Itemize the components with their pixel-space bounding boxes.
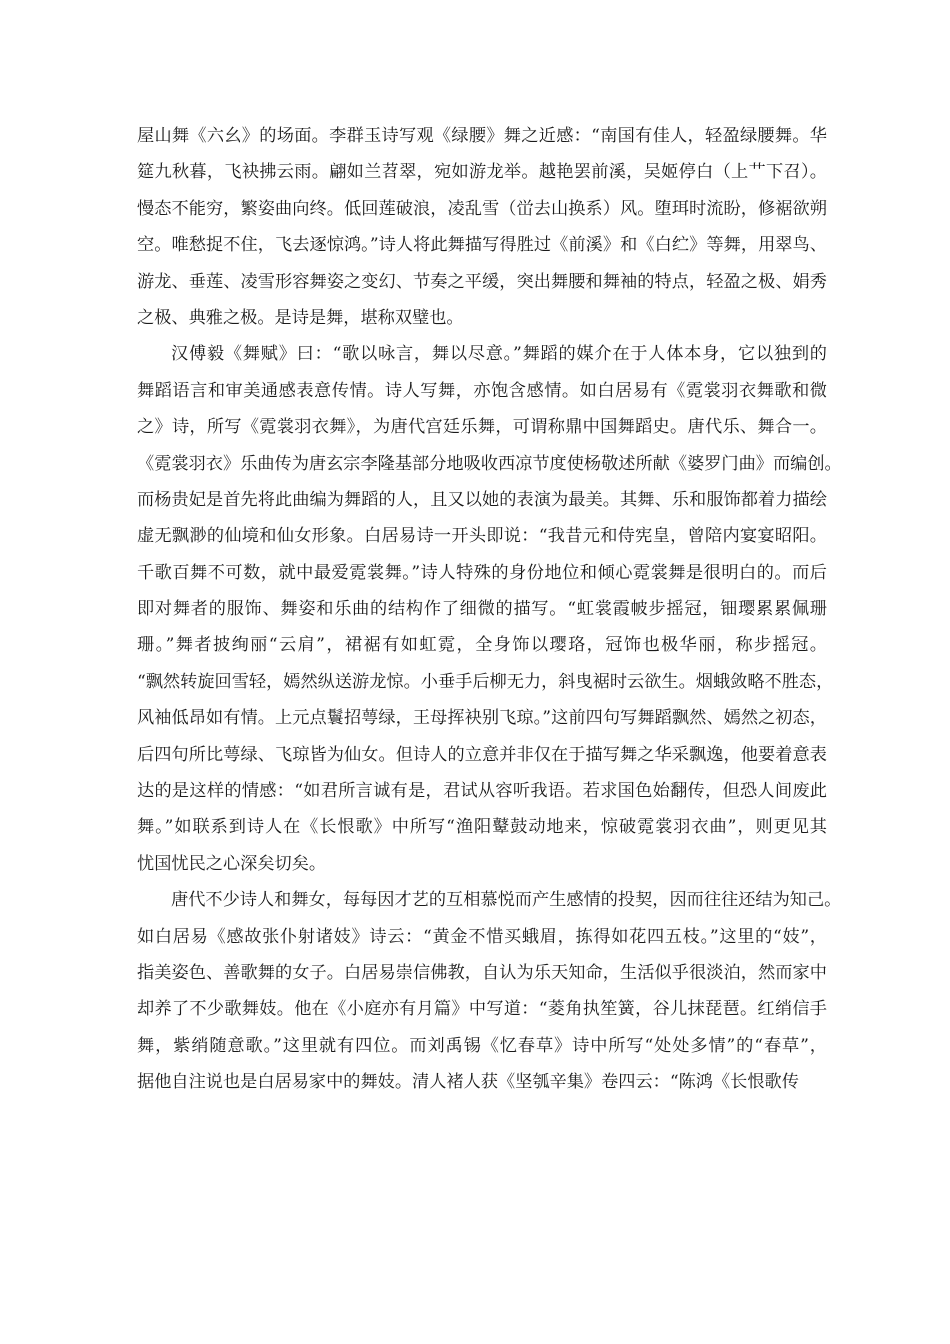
- text-line: 达的是这样的情感：“如君所言诚有是，君试从容听我语。若求国色始翻传，但恐人间废此: [137, 781, 827, 802]
- paragraph: [137, 336, 842, 882]
- text-line: 后四句所比萼绿、飞琼皆为仙女。但诗人的立意并非仅在于描写舞之华采飘逸，他要着意表: [137, 744, 827, 765]
- body-text: [137, 118, 842, 1101]
- text-line: 却养了不少歌舞妓。他在《小庭亦有月篇》中写道：“菱角执笙簧，谷儿抹琵琶。红绡信手: [137, 999, 827, 1020]
- text-line: 即对舞者的服饰、舞姿和乐曲的结构作了细微的描写。“虹裳霞帔步摇冠，钿璎累累佩珊: [137, 599, 827, 620]
- text-line: 汉傅毅《舞赋》曰：“歌以咏言，舞以尽意。”舞蹈的媒介在于人体本身，它以独到的: [171, 344, 827, 365]
- paragraph: [137, 882, 842, 1100]
- text-line: 如白居易《感故张仆射诸妓》诗云：“黄金不惜买蛾眉，拣得如花四五枝。”这里的“妓”，: [137, 926, 827, 947]
- text-line: 之极、典雅之极。是诗是舞，堪称双璧也。: [137, 307, 464, 328]
- paragraph: [137, 118, 827, 336]
- text-line: 舞蹈语言和审美通感表意传情。诗人写舞，亦饱含感情。如白居易有《霓裳羽衣舞歌和微: [137, 380, 827, 401]
- text-line: 而杨贵妃是首先将此曲编为舞蹈的人，且又以她的表演为最美。其舞、乐和服饰都着力描绘: [137, 489, 827, 510]
- text-line: 之》诗，所写《霓裳羽衣舞》，为唐代宫廷乐舞，可谓称鼎中国舞蹈史。唐代乐、舞合一。: [137, 417, 827, 438]
- text-line: 指美姿色、善歌舞的女子。白居易崇信佛教，自认为乐天知命，生活似乎很淡泊，然而家中: [137, 962, 827, 983]
- text-line: 游龙、垂莲、凌雪形容舞姿之变幻、节奏之平缓，突出舞腰和舞袖的特点，轻盈之极、娟秀: [137, 271, 827, 292]
- text-line: 忧国忧民之心深矣切矣。: [137, 853, 327, 874]
- text-line: 舞。”如联系到诗人在《长恨歌》中所写“渔阳鼙鼓动地来，惊破霓裳羽衣曲”，则更见其: [137, 817, 827, 838]
- text-line: 空。唯愁捉不住，飞去逐惊鸿。”诗人将此舞描写得胜过《前溪》和《白纻》等舞，用翠鸟、: [137, 235, 827, 256]
- text-line: 风袖低昂如有情。上元点鬟招萼绿，王母挥袂别飞琼。”这前四句写舞蹈飘然、嫣然之初态，: [137, 708, 827, 729]
- text-line: 《霓裳羽衣》乐曲传为唐玄宗李隆基部分地吸收西凉节度使杨敬述所献《婆罗门曲》而编创。: [137, 453, 842, 474]
- text-line: 屋山舞《六幺》的场面。李群玉诗写观《绿腰》舞之近感：“南国有佳人，轻盈绿腰舞。华: [137, 126, 827, 146]
- text-line: 珊。”舞者披绚丽“云肩”，裙裾有如虹霓，全身饰以璎珞，冠饰也极华丽，称步摇冠。: [137, 635, 827, 656]
- text-line: 筵九秋暮，飞袂拂云雨。翩如兰苕翠，宛如游龙举。越艳罢前溪，吴姬停白（上艹下召）。: [137, 162, 827, 183]
- text-line: 千歌百舞不可数，就中最爱霓裳舞。”诗人特殊的身份地位和倾心霓裳舞是很明白的。而后: [137, 562, 827, 583]
- text-line: 据他自注说也是白居易家中的舞妓。清人褚人获《坚瓠辛集》卷四云：“陈鸿《长恨歌传: [137, 1072, 799, 1093]
- text-line: 唐代不少诗人和舞女，每每因才艺的互相慕悦而产生感情的投契，因而往往还结为知己。: [171, 890, 842, 911]
- text-line: 虚无飘渺的仙境和仙女形象。白居易诗一开头即说：“我昔元和侍宪皇，曾陪内宴宴昭阳。: [137, 526, 827, 547]
- text-line: “飘然转旋回雪轻，嫣然纵送游龙惊。小垂手后柳无力，斜曳裾时云欲生。烟蛾敛略不胜态，: [137, 671, 834, 692]
- text-line: 慢态不能穷，繁姿曲向终。低回莲破浪，凌乱雪（峃去山换系）风。堕珥时流盼，修裾欲朔: [137, 198, 827, 219]
- text-line: 舞，紫绡随意歌。”这里就有四位。而刘禹锡《忆春草》诗中所写“处处多情”的“春草”，: [137, 1035, 827, 1056]
